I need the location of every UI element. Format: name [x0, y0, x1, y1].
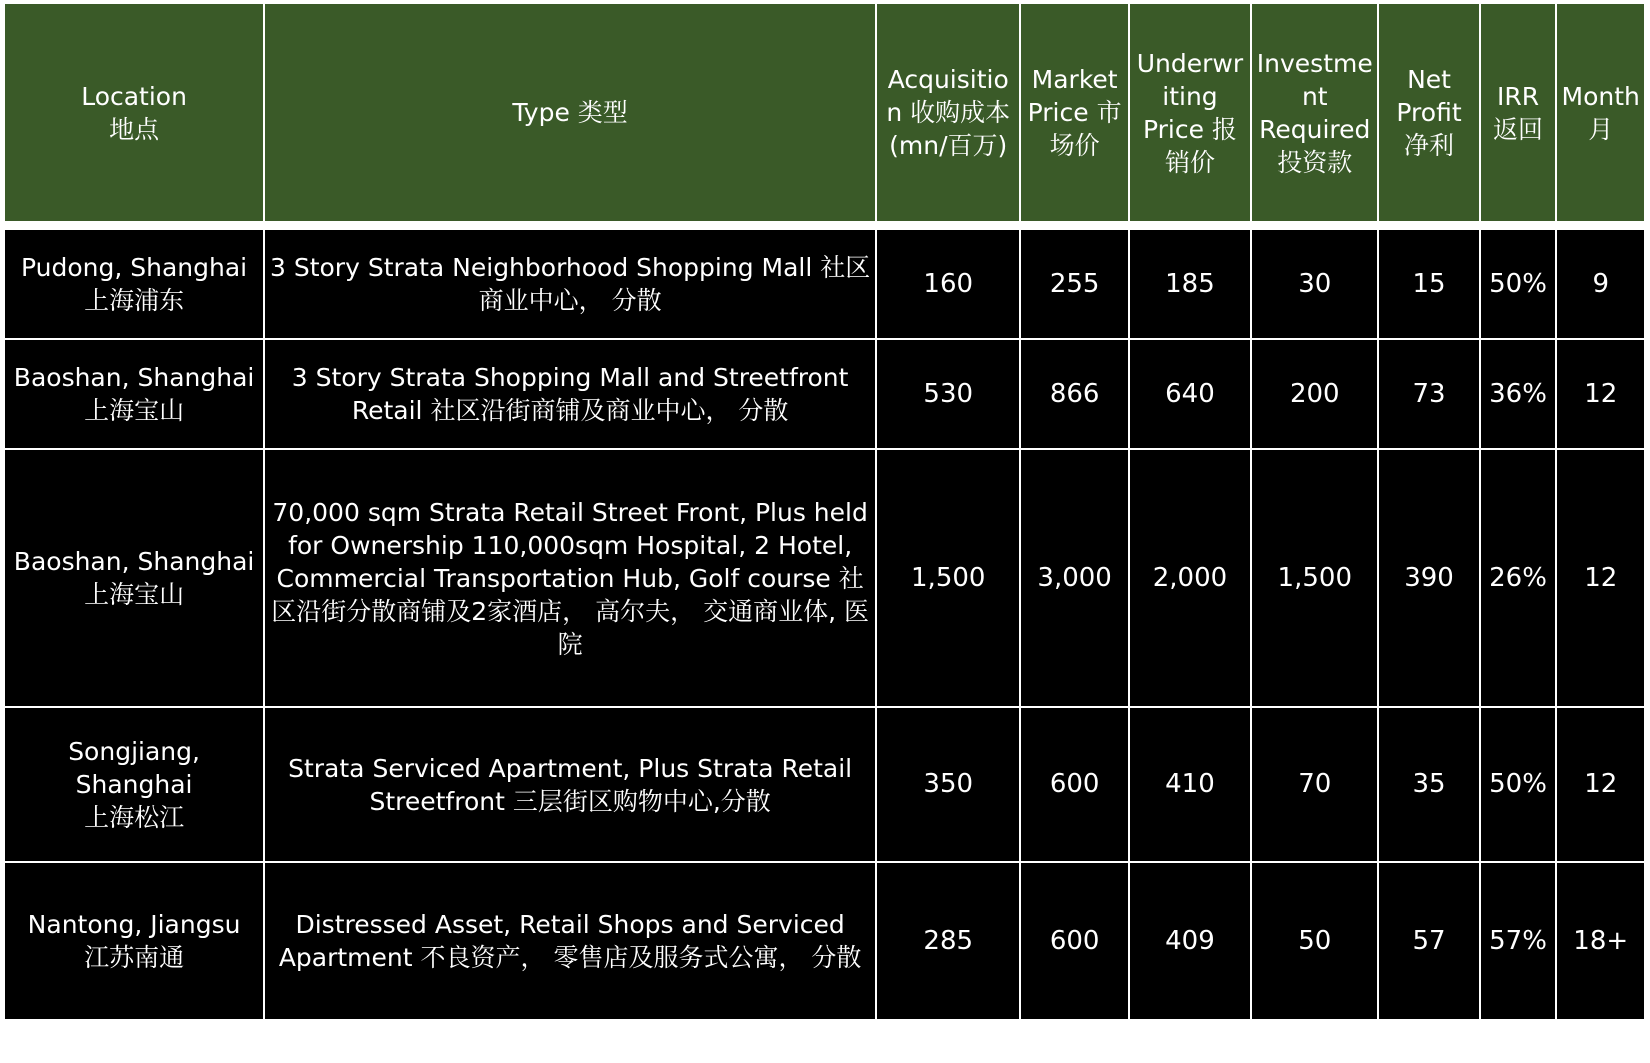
cell-month: 9 — [1556, 229, 1645, 339]
header-row — [4, 3, 1645, 229]
cell-investment-required: 70 — [1251, 707, 1378, 862]
header-investment-required-zh: 投资款 — [1277, 147, 1353, 177]
cell-location — [4, 449, 264, 707]
table-row — [4, 229, 1645, 339]
type-en: 3 Story Strata Shopping Mall and Streetfront Retail — [291, 363, 849, 425]
location-en: Pudong, Shanghai — [21, 253, 248, 282]
cell-acquisition: 160 — [876, 229, 1020, 339]
table-row — [4, 339, 1645, 449]
location-en: Baoshan, Shanghai — [13, 547, 255, 576]
header-type — [264, 3, 876, 229]
cell-underwriting-price: 185 — [1129, 229, 1251, 339]
cell-irr: 36% — [1480, 339, 1557, 449]
location-en: Songjiang, Shanghai — [68, 737, 200, 799]
cell-irr: 50% — [1480, 707, 1557, 862]
cell-type — [264, 339, 876, 449]
cell-underwriting-price: 640 — [1129, 339, 1251, 449]
header-underwriting-price-zh: 报销价 — [1164, 114, 1237, 177]
cell-market-price: 255 — [1020, 229, 1128, 339]
type-zh: 社区商业中心， 分散 — [478, 253, 871, 315]
location-zh: 上海浦东 — [84, 286, 185, 315]
type-zh: 社区沿街分散商铺及2家酒店， 高尔夫， 交通商业体, 医院 — [271, 563, 869, 659]
header-underwriting-price — [1129, 3, 1251, 229]
header-month-zh: 月 — [1588, 114, 1614, 144]
cell-location — [4, 862, 264, 1020]
header-location-zh: 地点 — [109, 114, 160, 144]
header-market-price — [1020, 3, 1128, 229]
location-zh: 上海松江 — [84, 803, 185, 832]
cell-net-profit: 35 — [1378, 707, 1479, 862]
cell-month: 12 — [1556, 449, 1645, 707]
cell-irr: 50% — [1480, 229, 1557, 339]
location-zh: 江苏南通 — [84, 943, 185, 972]
header-type-zh: 类型 — [577, 98, 628, 127]
header-month-en: Month — [1561, 81, 1640, 111]
cell-market-price: 866 — [1020, 339, 1128, 449]
cell-acquisition: 285 — [876, 862, 1020, 1020]
header-irr-zh: 返回 — [1493, 114, 1544, 144]
header-type-en: Type — [512, 98, 570, 127]
header-market-price-zh: 市场价 — [1049, 98, 1122, 160]
cell-type — [264, 707, 876, 862]
cell-irr: 26% — [1480, 449, 1557, 707]
header-irr-en: IRR — [1496, 81, 1540, 111]
cell-investment-required: 50 — [1251, 862, 1378, 1020]
investment-table — [4, 3, 1645, 1020]
header-underwriting-price-en: Underwriting Price — [1136, 48, 1244, 144]
header-acquisition-en: Acquisition — [886, 65, 1009, 127]
cell-investment-required: 200 — [1251, 339, 1378, 449]
cell-underwriting-price: 410 — [1129, 707, 1251, 862]
cell-type — [264, 229, 876, 339]
header-investment-required-en: Investment Required — [1256, 48, 1373, 144]
cell-acquisition: 1,500 — [876, 449, 1020, 707]
cell-investment-required: 30 — [1251, 229, 1378, 339]
table-row — [4, 449, 1645, 707]
cell-type — [264, 449, 876, 707]
type-en: Strata Serviced Apartment, Plus Strata Retail Streetfront — [288, 753, 853, 816]
cell-underwriting-price: 409 — [1129, 862, 1251, 1020]
cell-net-profit: 390 — [1378, 449, 1479, 707]
header-market-price-en: Market Price — [1027, 65, 1118, 127]
header-net-profit — [1378, 3, 1479, 229]
cell-location — [4, 229, 264, 339]
cell-location — [4, 339, 264, 449]
cell-acquisition: 530 — [876, 339, 1020, 449]
header-acquisition-zh: 收购成本 (mn/百万) — [889, 98, 1011, 160]
header-net-profit-zh: 净利 — [1404, 131, 1455, 160]
table-row — [4, 862, 1645, 1020]
type-zh: 不良资产， 零售店及服务式公寓， 分散 — [420, 943, 862, 972]
cell-month: 12 — [1556, 707, 1645, 862]
cell-underwriting-price: 2,000 — [1129, 449, 1251, 707]
cell-type — [264, 862, 876, 1020]
cell-net-profit: 57 — [1378, 862, 1479, 1020]
cell-month: 18+ — [1556, 862, 1645, 1020]
table-row — [4, 707, 1645, 862]
cell-month: 12 — [1556, 339, 1645, 449]
type-zh: 社区沿街商铺及商业中心， 分散 — [430, 396, 789, 425]
type-en: 70,000 sqm Strata Retail Street Front, Plus held for Ownership 110,000sqm Hospital, 2 Hotel, Commercial Transportation Hub, Golf course — [272, 497, 868, 593]
header-location-en: Location — [81, 81, 187, 111]
header-month — [1556, 3, 1645, 229]
cell-market-price: 600 — [1020, 707, 1128, 862]
cell-market-price: 600 — [1020, 862, 1128, 1020]
cell-acquisition: 350 — [876, 707, 1020, 862]
cell-investment-required: 1,500 — [1251, 449, 1378, 707]
location-zh: 上海宝山 — [84, 396, 185, 425]
cell-market-price: 3,000 — [1020, 449, 1128, 707]
location-en: Baoshan, Shanghai — [13, 363, 255, 392]
type-en: Distressed Asset, Retail Shops and Serviced Apartment — [278, 910, 845, 972]
header-investment-required — [1251, 3, 1378, 229]
header-net-profit-en: Net Profit — [1396, 65, 1462, 127]
location-zh: 上海宝山 — [84, 580, 185, 609]
header-irr — [1480, 3, 1557, 229]
cell-net-profit: 15 — [1378, 229, 1479, 339]
header-acquisition — [876, 3, 1020, 229]
cell-irr: 57% — [1480, 862, 1557, 1020]
location-en: Nantong, Jiangsu — [27, 910, 241, 939]
header-location — [4, 3, 264, 229]
cell-location — [4, 707, 264, 862]
cell-net-profit: 73 — [1378, 339, 1479, 449]
type-zh: 三层街区购物中心,分散 — [512, 786, 771, 816]
type-en: 3 Story Strata Neighborhood Shopping Mall — [269, 253, 813, 282]
